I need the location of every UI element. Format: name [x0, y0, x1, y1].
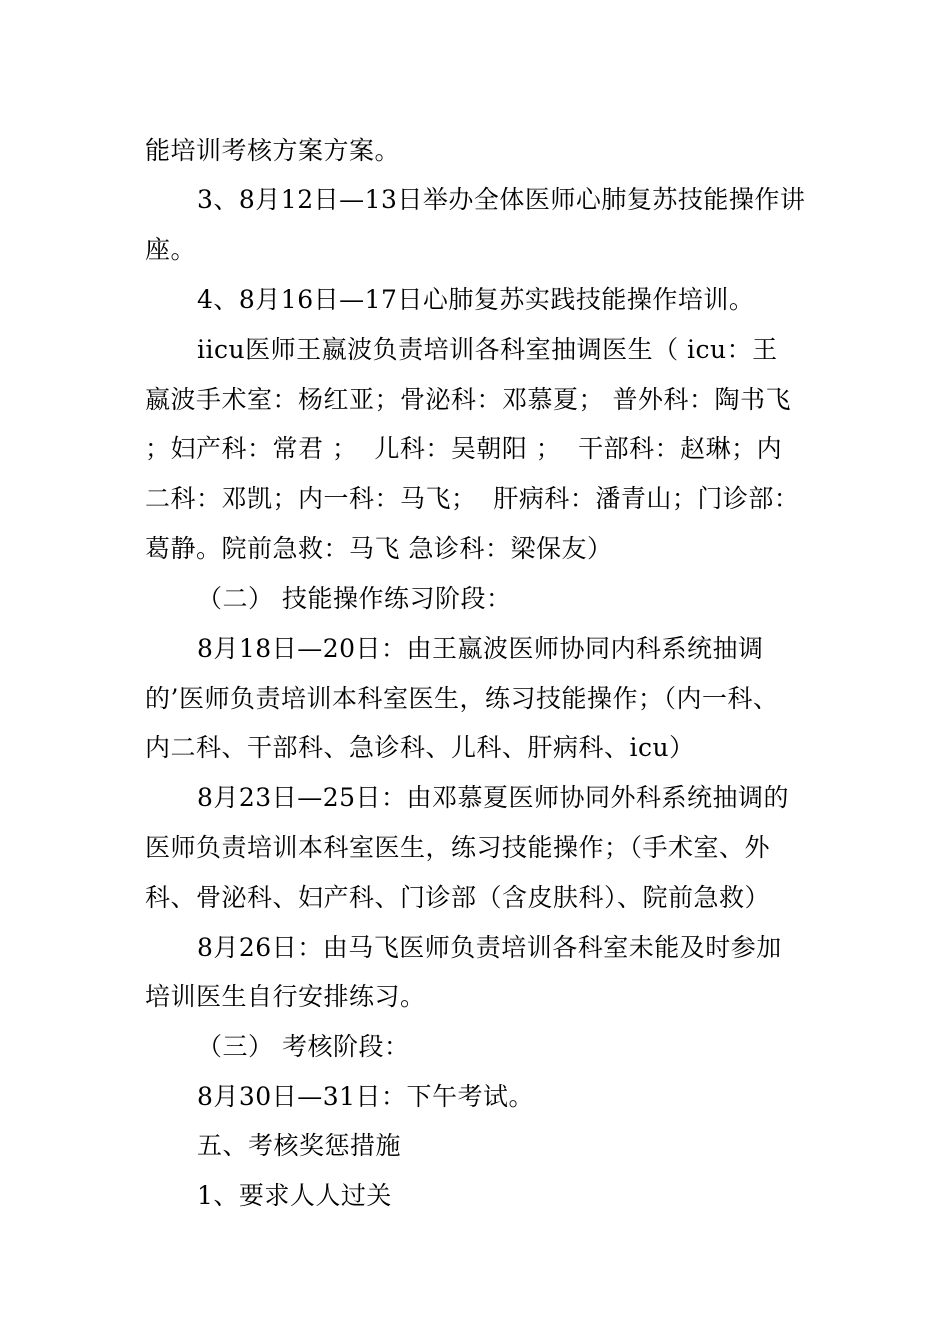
text-line-9: 葛静。院前急救：马飞 急诊科：梁保友）: [145, 534, 613, 563]
text-line-1: 能培训考核方案方案。: [145, 136, 401, 165]
text-line-6: 嬴波手术室：杨红亚；骨泌科：邓慕夏； 普外科：陶书飞: [145, 385, 791, 414]
section-heading-2: （二） 技能操作练习阶段：: [197, 584, 512, 613]
text-line-14: 8月23日—25日：由邓慕夏医师协同外科系统抽调的: [197, 783, 790, 812]
text-line-5: iicu医师王嬴波负责培训各科室抽调医生（ icu：王: [197, 335, 778, 364]
text-line-4: 4、8月16日—17日心肺复苏实践技能操作培训。: [197, 285, 755, 314]
text-line-2: 3、8月12日—13日举办全体医师心肺复苏技能操作讲: [197, 185, 806, 214]
text-line-15: 医师负责培训本科室医生，练习技能操作；（手术室、外: [145, 833, 771, 862]
text-line-8: 二科：邓凯；内一科：马飞； 肝病科：潘青山；门诊部：: [145, 484, 800, 513]
text-line-22: 1、要求人人过关: [197, 1181, 392, 1210]
text-line-20: 8月30日—31日：下午考试。: [197, 1082, 535, 1111]
text-line-18: 培训医生自行安排练习。: [145, 982, 426, 1011]
text-line-7: ；妇产科：常君 ； 儿科：吴朝阳 ； 干部科：赵琳；内: [145, 434, 783, 463]
text-line-13: 内二科、干部科、急诊科、儿科、肝病科、icu）: [145, 733, 695, 762]
text-line-12: 的’医师负责培训本科室医生，练习技能操作；（内一科、: [145, 684, 779, 713]
text-line-17: 8月26日：由马飞医师负责培训各科室未能及时参加: [197, 933, 782, 962]
text-line-16: 科、骨泌科、妇产科、门诊部（含皮肤科）、院前急救）: [145, 883, 771, 912]
text-line-11: 8月18日—20日：由王嬴波医师协同内科系统抽调: [197, 634, 764, 663]
section-heading-5: 五、考核奖惩措施: [197, 1131, 402, 1160]
section-heading-3: （三） 考核阶段：: [197, 1032, 410, 1061]
text-line-3: 座。: [145, 235, 197, 264]
